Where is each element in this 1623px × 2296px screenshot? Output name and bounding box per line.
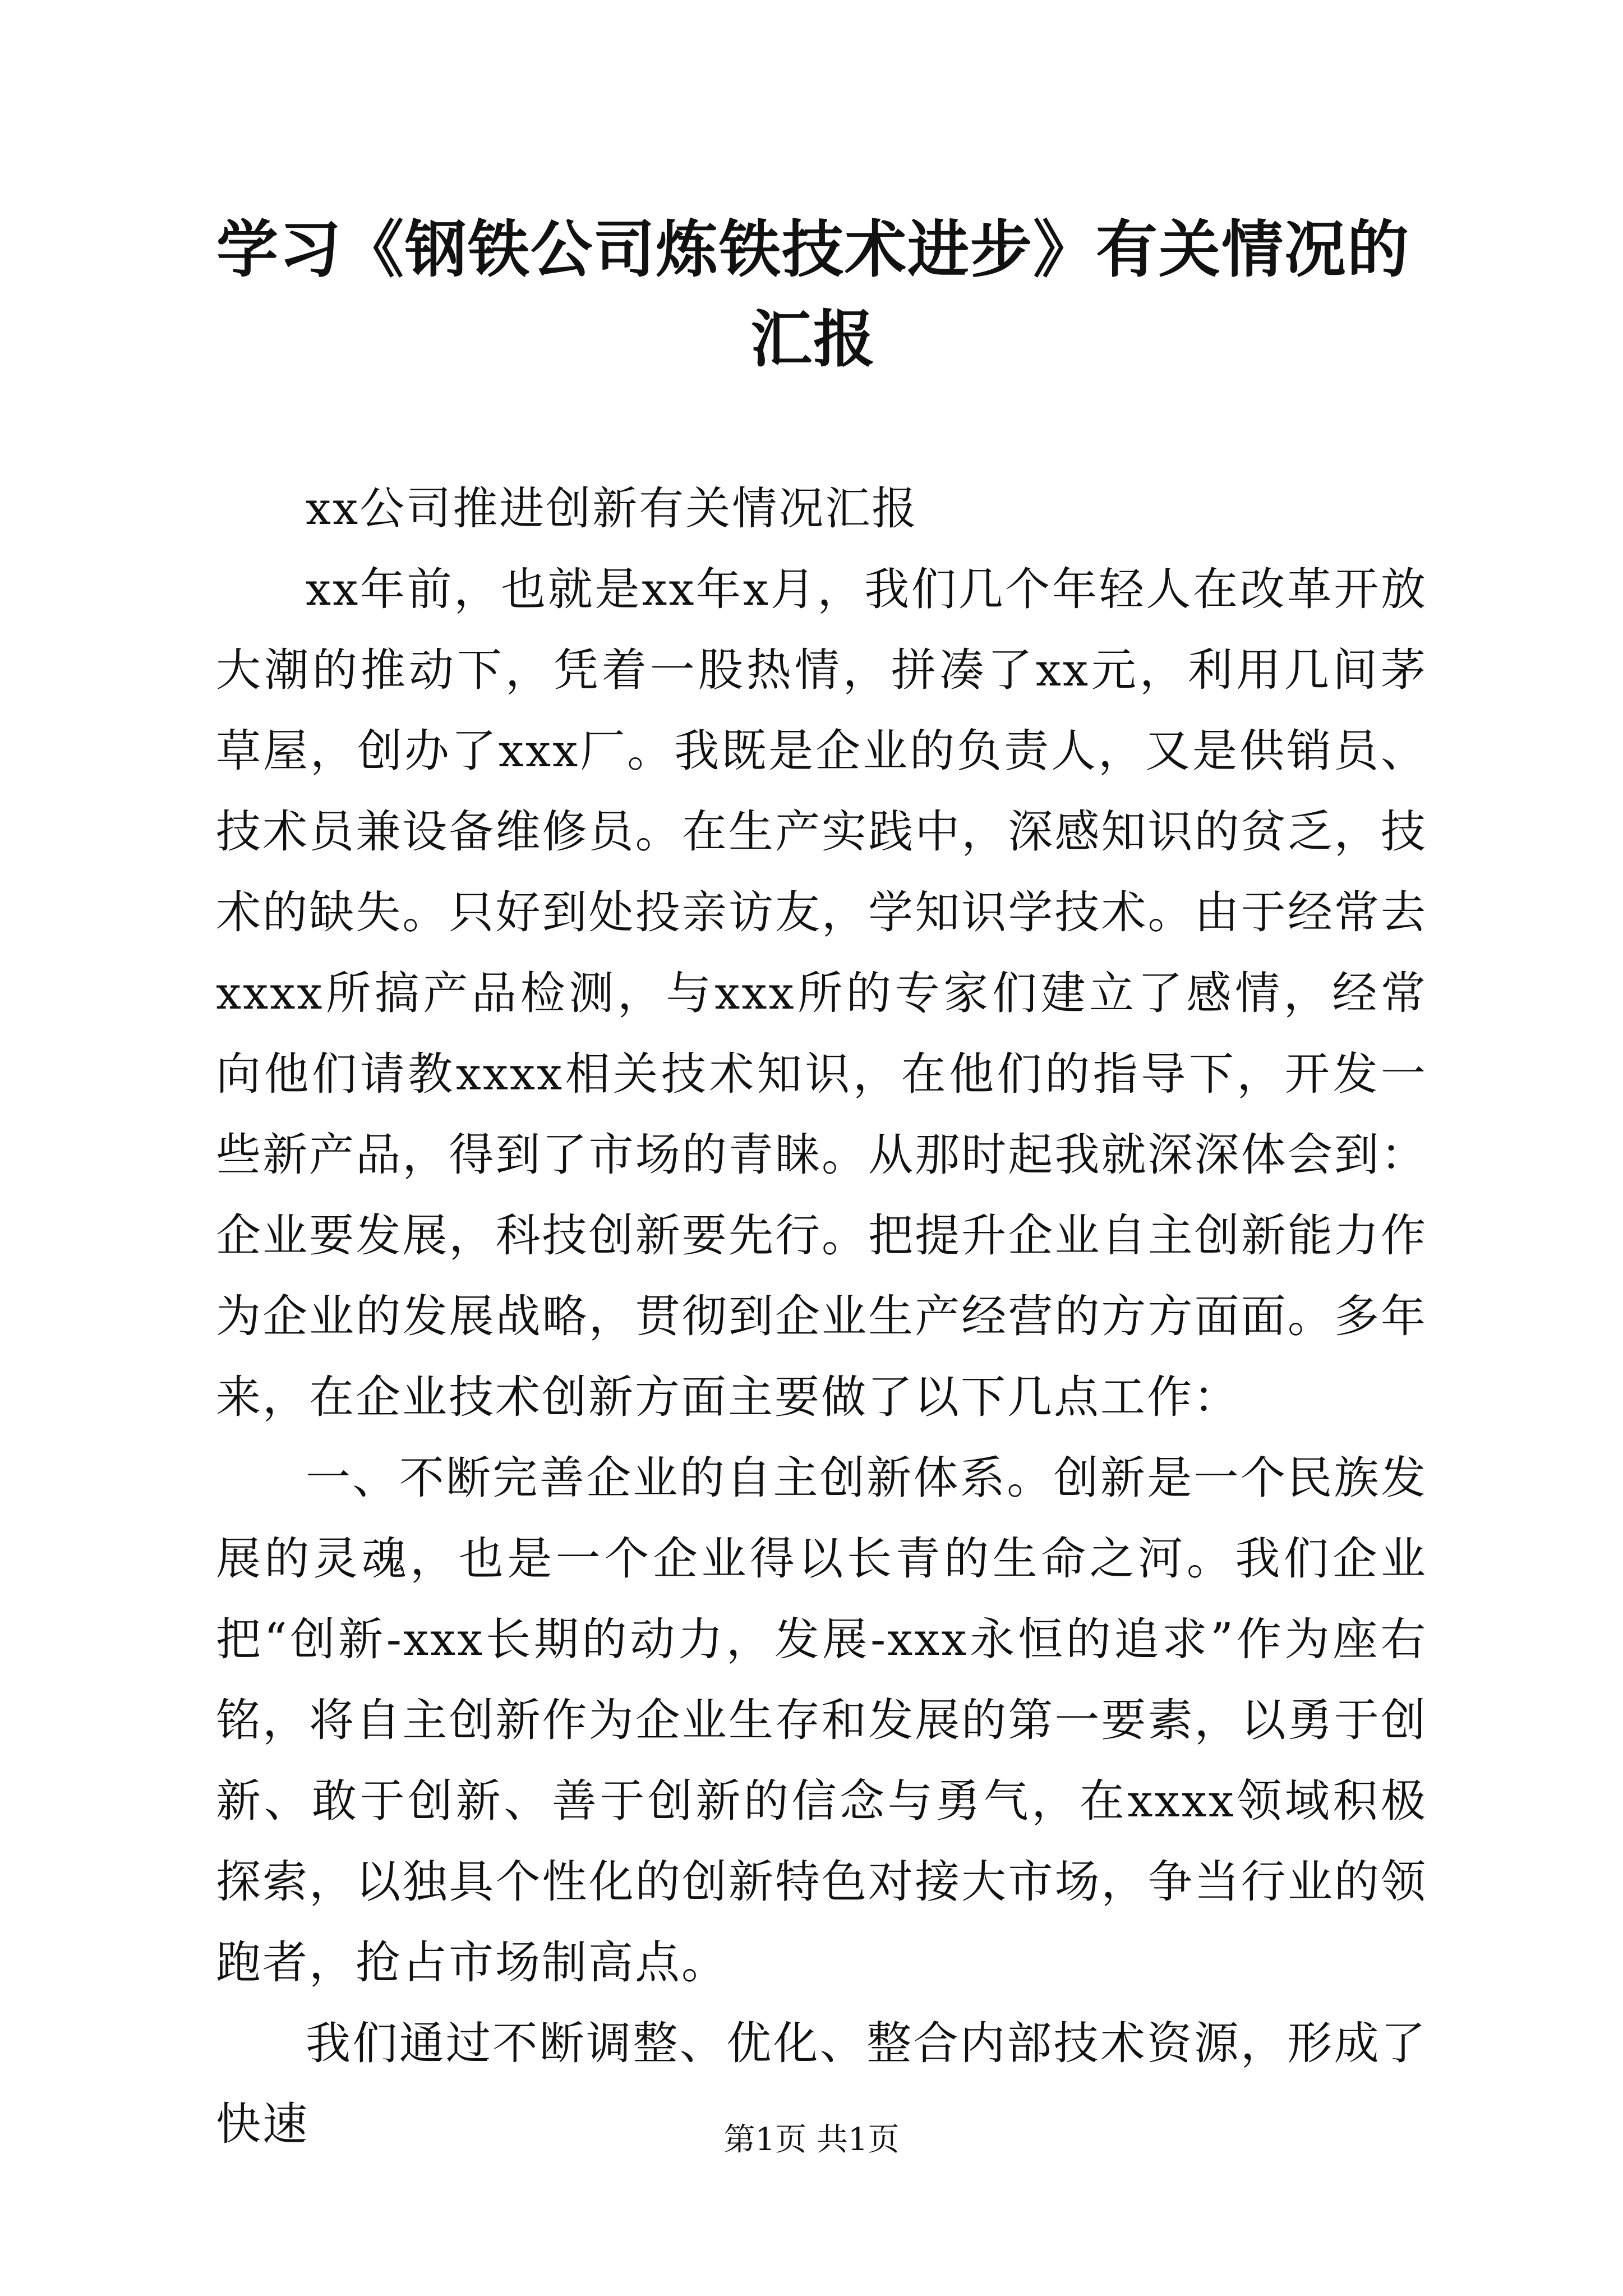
paragraph-subtitle: xx公司推进创新有关情况汇报 bbox=[306, 482, 919, 535]
document-body bbox=[216, 468, 1427, 2165]
paragraph-resources: 我们通过不断调整、优化、整合内部技术资源，形成了快速 bbox=[216, 2017, 1427, 2150]
document-title: 学习《钢铁公司炼铁技术进步》有关情况的汇报 bbox=[216, 213, 1410, 375]
page-number-footer: 第1页 共1页 bbox=[723, 2122, 900, 2158]
paragraph-innovation-system: 一、不断完善企业的自主创新体系。创新是一个民族发展的灵魂，也是一个企业得以长青的生命之河。我们企业把“创新-xxx长期的动力，发展-xxx永恒的追求”作为座右铭，将自主创新作为企业生存和发展的第一要素，以勇于创新、敢于创新、善于创新的信念与勇气，在xxxx领域积极探索，以独具个性化的创新特色对接大市场，争当行业的领跑者，抢占市场制高点。 bbox=[216, 1452, 1427, 1989]
paragraph-history: xx年前，也就是xx年x月，我们几个年轻人在改革开放大潮的推动下，凭着一股热情，拼凑了xx元，利用几间茅草屋，创办了xxx厂。我既是企业的负责人，又是供销员、技术员兼设备维修员。在生产实践中，深感知识的贫乏，技术的缺失。只好到处投亲访友，学知识学技术。由于经常去xxxx所搞产品检测，与xxx所的专家们建立了感情，经常向他们请教xxxx相关技术知识，在他们的指导下，开发一些新产品，得到了市场的青睐。从那时起我就深深体会到：企业要发展，科技创新要先行。把提升企业自主创新能力作为企业的发展战略，贯彻到企业生产经营的方方面面。多年来，在企业技术创新方面主要做了以下几点工作： bbox=[216, 563, 1427, 1423]
